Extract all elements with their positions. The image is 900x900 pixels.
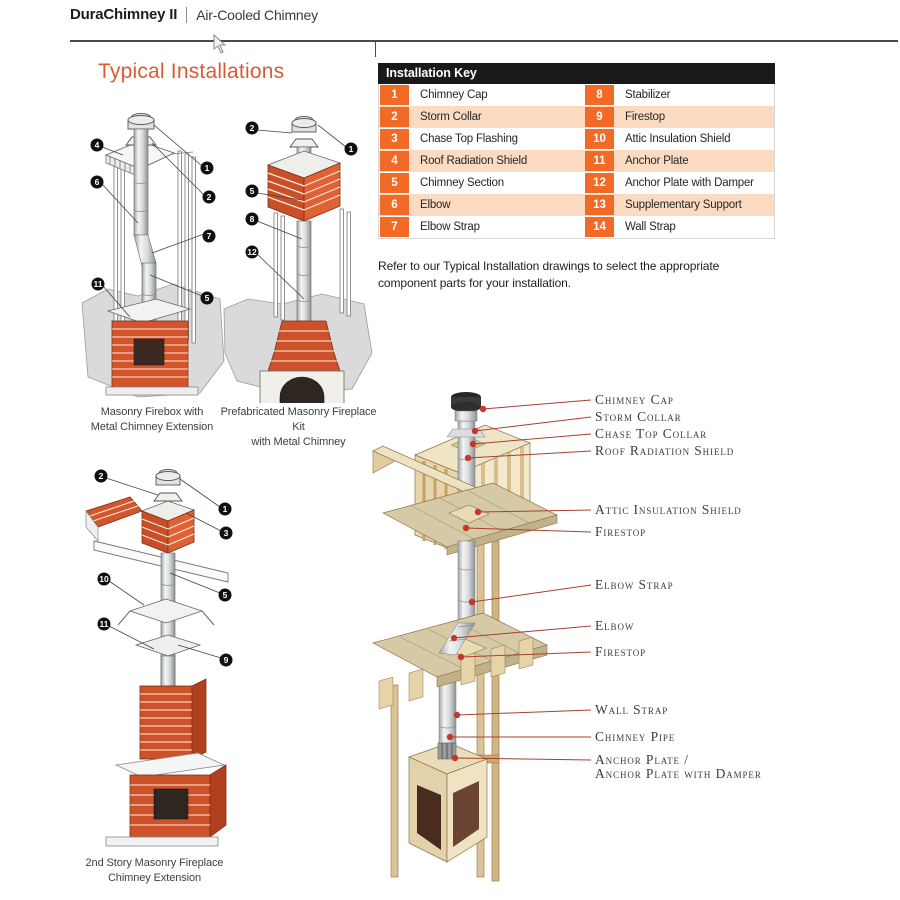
- key-number-badge: 8: [585, 85, 614, 105]
- key-number-badge: 5: [380, 173, 409, 193]
- factory-fireplace: [409, 743, 487, 862]
- label-anchor-plate: Anchor Plate / Anchor Plate with Damper: [595, 752, 762, 781]
- chimney-pipe: [297, 221, 311, 321]
- key-label: Anchor Plate with Damper: [625, 177, 754, 189]
- callout-badge: [220, 527, 233, 540]
- chimney-cap: [290, 117, 318, 148]
- key-number-badge: 6: [380, 195, 409, 215]
- key-row: [379, 84, 774, 106]
- svg-text:2: 2: [206, 192, 212, 202]
- brick-chase-top: [268, 151, 340, 221]
- key-row: [379, 128, 774, 150]
- key-number-badge: 4: [380, 151, 409, 171]
- label-firestop-upper: Firestop: [595, 524, 647, 539]
- hearth: [106, 837, 218, 846]
- key-label: Chimney Cap: [420, 89, 488, 101]
- callout-badge: [91, 139, 104, 152]
- caption-2nd-story: 2nd Story Masonry Fireplace Chimney Extension: [85, 857, 224, 884]
- svg-text:1: 1: [204, 163, 210, 173]
- callout-badge: [201, 292, 214, 305]
- masthead-divider: [186, 7, 187, 23]
- firebox-opening: [134, 339, 164, 365]
- callout-badge: [203, 191, 216, 204]
- key-label: Elbow: [420, 199, 451, 211]
- header-rule: [70, 40, 898, 42]
- main-installation-diagram: [365, 385, 797, 890]
- callout-badge: [246, 246, 259, 259]
- callout-badge: [220, 654, 233, 667]
- svg-text:6: 6: [94, 177, 100, 187]
- firebox-opening: [154, 789, 188, 819]
- brand-title: DuraChimney II: [70, 6, 178, 23]
- callout-badge: [92, 278, 105, 291]
- callout-badge: [246, 213, 259, 226]
- label-storm-collar: Storm Collar: [595, 409, 682, 424]
- key-label: Supplementary Support: [625, 199, 742, 211]
- label-elbow: Elbow: [595, 618, 635, 633]
- callout-badge: [219, 589, 232, 602]
- callout-badge: [95, 470, 108, 483]
- key-label: Stabilizer: [625, 89, 671, 101]
- svg-text:5: 5: [222, 590, 228, 600]
- label-wall-strap: Wall Strap: [595, 702, 669, 717]
- framed-installation-art: [365, 385, 797, 890]
- key-row: [379, 106, 774, 128]
- svg-text:9: 9: [223, 655, 229, 665]
- chimney-pipe-middle: [458, 541, 475, 627]
- callout-badge: [98, 618, 111, 631]
- key-number-badge: 11: [585, 151, 614, 171]
- svg-text:12: 12: [247, 247, 257, 257]
- callout-badge: [246, 122, 259, 135]
- key-number-badge: 14: [585, 217, 614, 237]
- key-label: Roof Radiation Shield: [420, 155, 528, 167]
- chimney-cap: [154, 470, 182, 502]
- label-chase-top-collar: Chase Top Collar: [595, 426, 708, 441]
- callout-badge: [246, 185, 259, 198]
- label-firestop-lower: Firestop: [595, 644, 647, 659]
- svg-text:2: 2: [249, 123, 255, 133]
- caption-masonry-firebox: Masonry Firebox with Metal Chimney Extension: [90, 406, 214, 433]
- installation-key-header: Installation Key: [378, 63, 775, 84]
- svg-text:11: 11: [99, 619, 109, 629]
- diagram-masonry-firebox: [78, 103, 228, 403]
- callout-badge: [201, 162, 214, 175]
- key-number-badge: 2: [380, 107, 409, 127]
- diagram-2nd-story-fireplace: [78, 453, 253, 853]
- callout-badge: [91, 176, 104, 189]
- key-number-badge: 13: [585, 195, 614, 215]
- mouse-cursor: [213, 34, 227, 54]
- svg-text:5: 5: [249, 186, 255, 196]
- key-number-badge: 3: [380, 129, 409, 149]
- callout-badge: [98, 573, 111, 586]
- svg-text:1: 1: [222, 504, 228, 514]
- key-label: Elbow Strap: [420, 221, 480, 233]
- diagram-prefab-fireplace: [222, 103, 377, 403]
- svg-text:5: 5: [204, 293, 210, 303]
- brick-chimney-top: [142, 501, 194, 553]
- callout-badge: [203, 230, 216, 243]
- fireplace: [252, 371, 352, 403]
- page-title: Typical Installations: [98, 60, 285, 83]
- key-label: Attic Insulation Shield: [625, 133, 731, 145]
- label-chimney-cap: Chimney Cap: [595, 392, 674, 407]
- label-roof-radiation-shield: Roof Radiation Shield: [595, 443, 735, 458]
- roof-shingles: [86, 497, 142, 541]
- key-number-badge: 9: [585, 107, 614, 127]
- key-row: [379, 216, 774, 238]
- key-row: [379, 150, 774, 172]
- column-divider-tick: [375, 40, 376, 57]
- label-attic-insulation-shield: Attic Insulation Shield: [595, 502, 742, 517]
- svg-text:3: 3: [223, 528, 229, 538]
- key-label: Chimney Section: [420, 177, 504, 189]
- svg-text:7: 7: [206, 231, 212, 241]
- callout-badge: [219, 503, 232, 516]
- key-label: Firestop: [625, 111, 665, 123]
- svg-text:1: 1: [348, 144, 354, 154]
- key-number-badge: 1: [380, 85, 409, 105]
- caption-prefab-fireplace: Prefabricated Masonry Fireplace Kit with Metal Chimney: [220, 406, 377, 448]
- svg-text:4: 4: [94, 140, 100, 150]
- key-number-badge: 10: [585, 129, 614, 149]
- key-label: Wall Strap: [625, 221, 676, 233]
- svg-text:8: 8: [249, 214, 255, 224]
- attic-shield-support: [118, 599, 214, 625]
- svg-text:11: 11: [93, 279, 103, 289]
- key-label: Anchor Plate: [625, 155, 689, 167]
- svg-text:2: 2: [98, 471, 104, 481]
- storm-collar: [154, 493, 182, 501]
- masthead-subtitle: Air-Cooled Chimney: [196, 6, 318, 23]
- label-elbow-strap: Elbow Strap: [595, 577, 674, 592]
- callout-badge: [345, 143, 358, 156]
- key-label: Chase Top Flashing: [420, 133, 518, 145]
- firestop-plate: [136, 635, 200, 686]
- svg-text:10: 10: [99, 574, 109, 584]
- fireplace: [106, 753, 226, 846]
- installation-key-table: [378, 63, 775, 239]
- key-row: [379, 194, 774, 216]
- label-chimney-pipe: Chimney Pipe: [595, 729, 676, 744]
- key-number-badge: 7: [380, 217, 409, 237]
- hearth: [106, 387, 198, 395]
- reference-note: Refer to our Typical Installation drawings to select the appropriate component parts for your installation.: [378, 259, 720, 291]
- key-number-badge: 12: [585, 173, 614, 193]
- storm-collar: [290, 139, 318, 147]
- masthead: [70, 6, 318, 23]
- brick-chimney-column: [140, 679, 206, 759]
- installation-key-body: [378, 84, 775, 239]
- key-label: Storm Collar: [420, 111, 482, 123]
- elbow: [134, 235, 156, 266]
- key-row: [379, 172, 774, 194]
